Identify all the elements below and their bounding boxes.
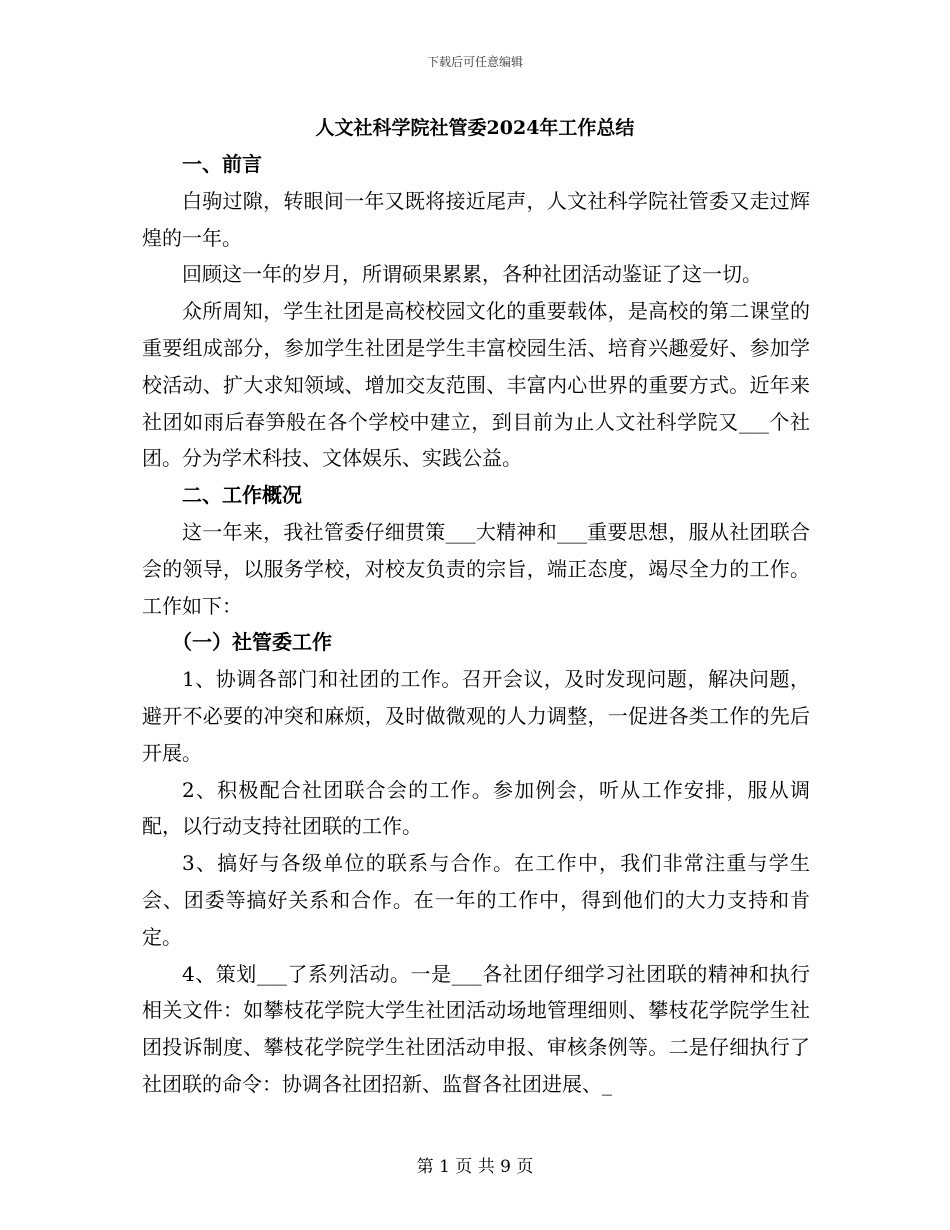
page-title: 人文社科学院社管委2024年工作总结 bbox=[315, 117, 635, 139]
document-body bbox=[142, 146, 810, 1103]
list-item: 2、积极配合社团联合会的工作。参加例会，听从工作安排，服从调配，以行动支持社团联的工作。 bbox=[142, 777, 810, 839]
list-item: 3、搞好与各级单位的联系与合作。在工作中，我们非常注重与学生会、团委等搞好关系和合作。在一年的工作中，得到他们的大力支持和肯定。 bbox=[142, 851, 810, 949]
paragraph: 回顾这一年的岁月，所谓硕果累累，各种社团活动鉴证了这一切。 bbox=[182, 262, 762, 287]
page-header-note: 下载后可任意编辑 bbox=[426, 55, 523, 69]
paragraph: 这一年来，我社管委仔细贯策___大精神和___重要思想，服从社团联合会的领导，以服务学校，对校友负责的宗旨，端正态度，竭尽全力的工作。工作如下： bbox=[142, 519, 810, 618]
section-heading-preface: 一、前言 bbox=[182, 152, 262, 176]
list-item: 1、协调各部门和社团的工作。召开会议，及时发现问题，解决问题，避开不必要的冲突和麻烦，及时做微观的人力调整，一促进各类工作的先后开展。 bbox=[142, 667, 810, 765]
subsection-heading-committee-work: （一）社管委工作 bbox=[172, 630, 332, 655]
list-item: 4、策划___了系列活动。一是___各社团仔细学习社团联的精神和执行相关文件：如攀枝花学院大学生社团活动场地管理细则、攀枝花学院学生社团投诉制度、攀枝花学院学生社团活动申报、审核条例等。二是仔细执行了社团联的命令：协调各社团招新、监督各社团进展、_ bbox=[142, 961, 810, 1096]
page-number: 第 1 页 共 9 页 bbox=[416, 1157, 534, 1177]
paragraph: 众所周知，学生社团是高校校园文化的重要载体，是高校的第二课堂的重要组成部分，参加学生社团是学生丰富校园生活、培育兴趣爱好、参加学校活动、扩大求知领域、增加交友范围、丰富内心世界的重要方式。近年来社团如雨后春笋般在各个学校中建立，到目前为止人文社科学院又___个社团。分为学术科技、文体娱乐、实践公益。 bbox=[142, 299, 810, 471]
section-heading-work-overview: 二、工作概况 bbox=[182, 483, 302, 508]
paragraph: 白驹过隙，转眼间一年又既将接近尾声，人文社科学院社管委又走过辉煌的一年。 bbox=[142, 188, 810, 250]
